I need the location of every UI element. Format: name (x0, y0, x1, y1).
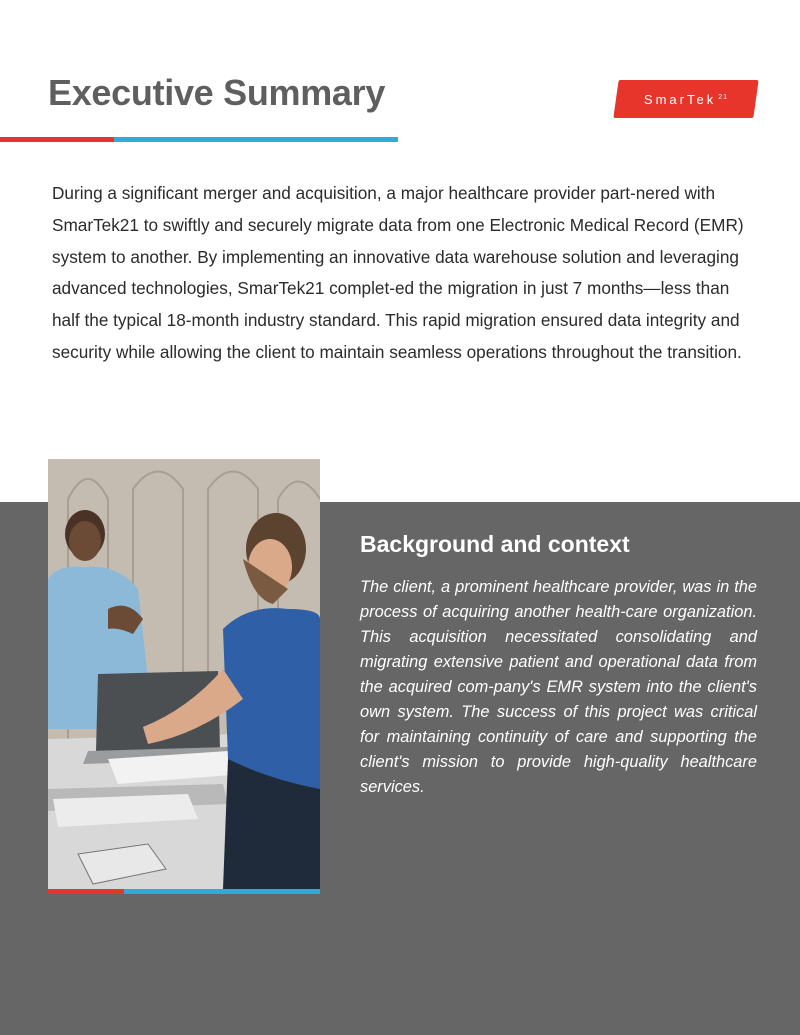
intro-paragraph: During a significant merger and acquisition, a major healthcare provider part-nered with SmarTek21 to swiftly and securely migrate data from one Electronic Medical Record (EMR) system to another. By implementing an innovative data warehouse solution and leveraging advanced technologies, SmarTek21 complet-ed the migration in just 7 months—less than half the typical 18-month industry standard. This rapid migration ensured data integrity and security while allowing the client to maintain seamless operations throughout the transition. (52, 183, 744, 362)
photo-divider-blue-segment (124, 889, 320, 894)
photo-illustration (48, 459, 320, 889)
photo-divider (48, 889, 320, 894)
title-divider (0, 137, 398, 142)
background-heading: Background and context (360, 531, 630, 557)
healthcare-workers-photo (48, 459, 320, 889)
logo-superscript: 21 (718, 93, 729, 101)
logo-wordmark (644, 92, 728, 107)
divider-blue-segment (114, 137, 398, 142)
smartek-logo (613, 80, 758, 118)
divider-red-segment (0, 137, 114, 142)
logo-text: SmarTek (643, 91, 717, 107)
page-title: Executive Summary (48, 72, 386, 113)
background-paragraph: The client, a prominent healthcare provider, was in the process of acquiring another health-care organization. This acquisition necessitated consolidating and migrating extensive patient and operational data from the acquired com-pany's EMR system into the client's own system. The success of this project was critical for maintaining continuity of care and supporting the client's mission to provide high-quality healthcare services. (360, 578, 757, 796)
photo-divider-red-segment (48, 889, 124, 894)
